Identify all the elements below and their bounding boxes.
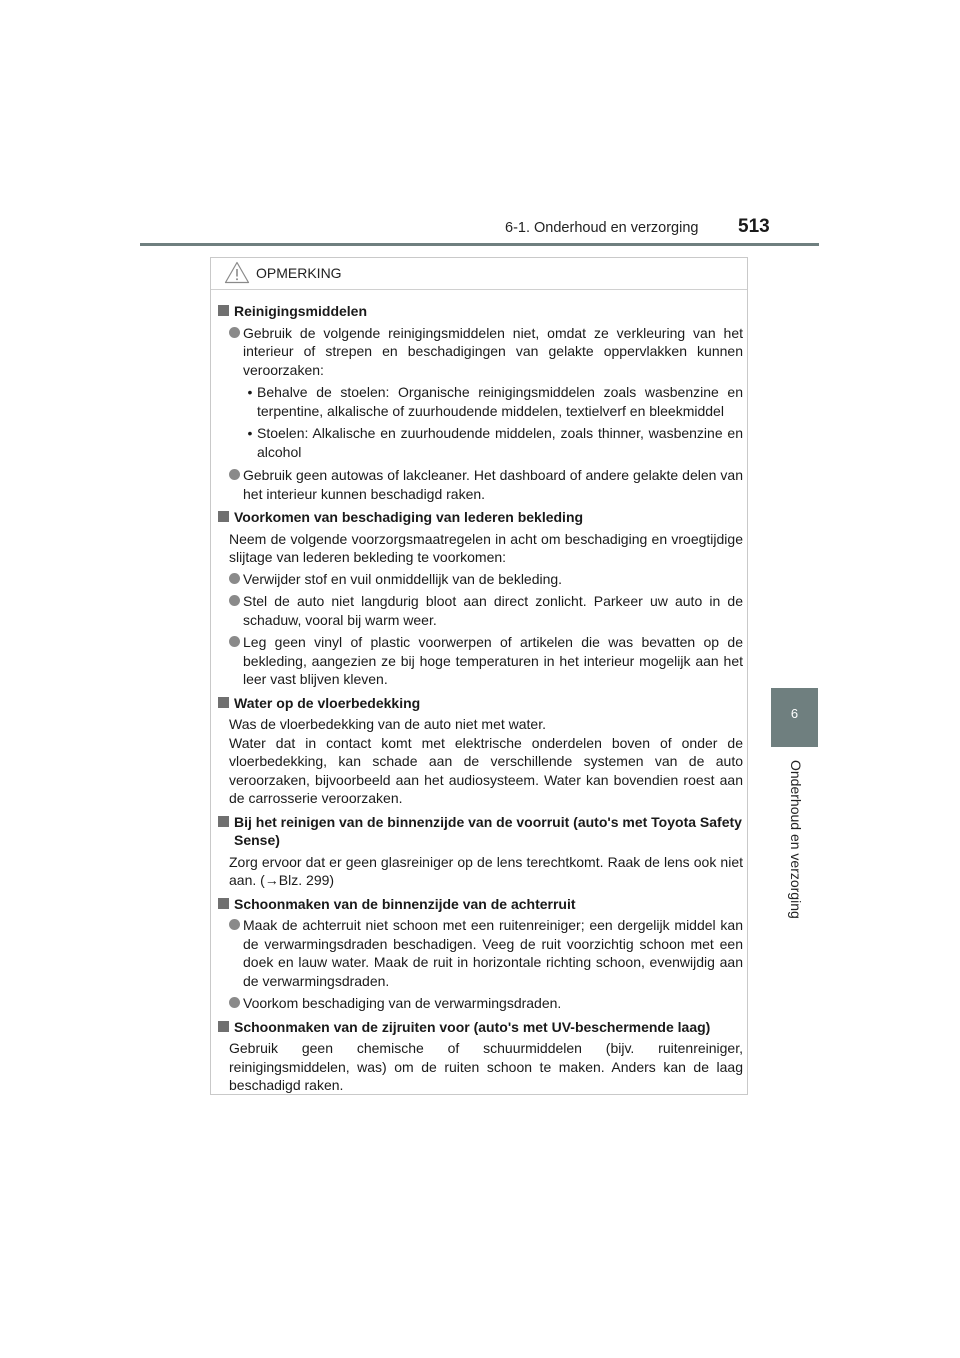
sub-bullet-icon: •	[247, 384, 253, 400]
notice-title: OPMERKING	[256, 265, 342, 281]
section-heading	[217, 895, 743, 914]
paragraph: Gebruik geen chemische of schuurmiddelen (bijv. ruitenreiniger, reinigingsmiddelen, was) om de ruiten schoon te maken. Anders kan de laag beschadigd raken.	[229, 1040, 743, 1093]
section-heading	[217, 1018, 743, 1037]
list-item	[229, 994, 743, 1013]
round-bullet-icon	[229, 573, 240, 584]
section-windshield-inside	[217, 813, 743, 890]
sub-list-item	[243, 383, 743, 420]
square-bullet-icon	[218, 898, 229, 909]
list-item-text: Verwijder stof en vuil onmiddellijk van de bekleding.	[243, 570, 563, 587]
section-leather-upholstery	[217, 508, 743, 689]
list-item-text: Leg geen vinyl of plastic voorwerpen of artikelen die was bevatten op de bekleding, aangezien ze bij hoge temperaturen in het interieur mogelijk aan het leer vast blijven kleven.	[243, 634, 743, 687]
section-rear-window	[217, 895, 743, 1013]
section-floor-carpet	[217, 694, 743, 808]
list-item	[229, 592, 743, 629]
section-front-side-windows	[217, 1018, 743, 1095]
list-item	[229, 570, 743, 589]
section-heading-text: Voorkomen van beschadiging van lederen bekleding	[234, 509, 584, 525]
section-heading	[217, 302, 743, 321]
round-bullet-icon	[229, 919, 240, 930]
list-item-text: Voorkom beschadiging van de verwarmingsdraden.	[243, 995, 562, 1011]
sub-list-item-text: Behalve de stoelen: Organische reinigingsmiddelen zoals wasbenzine en terpentine, alkalische of zuurhoudende middelen, textielverf en bleekmiddel	[257, 384, 743, 419]
list-item-text: Stel de auto niet langdurig bloot aan direct zonlicht. Parkeer uw auto in de schaduw, vooral bij warm weer.	[243, 593, 743, 628]
paragraph: Was de vloerbedekking van de auto niet met water.	[229, 716, 546, 732]
section-heading	[217, 813, 743, 850]
list-item-text: Gebruik de volgende reinigingsmiddelen niet, omdat ze verkleuring van het interieur of strepen en beschadigingen van gelakte oppervlakken kunnen veroorzaken:	[243, 324, 743, 378]
round-bullet-icon	[229, 595, 240, 606]
section-title: 6-1. Onderhoud en verzorging	[505, 220, 699, 236]
section-heading-text: Bij het reinigen van de binnenzijde van de voorruit (auto's met Toyota Safety Sense)	[234, 813, 742, 848]
notice-header	[211, 258, 747, 290]
paragraph: Zorg ervoor dat er geen glasreiniger op de lens terechtkomt. Raak de lens ook niet aan. (→Blz. 299)	[229, 853, 743, 888]
section-heading	[217, 694, 743, 713]
round-bullet-icon	[229, 469, 240, 480]
paragraph: Water dat in contact komt met elektrische onderdelen boven of onder de vloerbedekking, kan schade aan de verschillende systemen van de auto veroorzaken, bijvoorbeeld aan het audiosysteem. Water kan bovendien roest aan de carrosserie veroorzaken.	[229, 734, 743, 806]
list-item	[229, 633, 743, 689]
round-bullet-icon	[229, 636, 240, 647]
page-number: 513	[738, 216, 770, 237]
list-item-text: Maak de achterruit niet schoon met een ruitenreiniger; een dergelijk middel kan de verwarmingsdraden beschadigen. Veeg de ruit voorzichtig schoon met een doek en lauw water. Maak de ruit in horizontale richting schoon, evenwijdig aan de verwarmingsdraden.	[243, 917, 743, 989]
notice-box	[210, 257, 748, 1095]
list-item-text: Gebruik geen autowas of lakcleaner. Het dashboard of andere gelakte delen van het interieur kunnen beschadigd raken.	[243, 467, 743, 502]
chapter-tab-label: Onderhoud en verzorging	[788, 760, 804, 919]
sub-bullet-icon: •	[247, 425, 253, 441]
section-heading	[217, 508, 743, 527]
section-heading-text: Reinigingsmiddelen	[234, 303, 368, 319]
section-heading-text: Schoonmaken van de zijruiten voor (auto's met UV-beschermende laag)	[234, 1018, 711, 1035]
warning-triangle-icon	[224, 261, 250, 284]
notice-body	[211, 290, 747, 1095]
chapter-tab-number: 6	[771, 688, 818, 747]
list-item	[229, 324, 743, 380]
sub-list-item	[243, 424, 743, 461]
header-divider	[140, 243, 819, 246]
square-bullet-icon	[218, 305, 229, 316]
paragraph: Neem de volgende voorzorgsmaatregelen in acht om beschadiging en vroegtijdige slijtage van lederen bekleding te voorkomen:	[229, 530, 743, 565]
section-cleaning-agents	[217, 302, 743, 503]
square-bullet-icon	[218, 697, 229, 708]
section-heading-text: Water op de vloerbedekking	[234, 694, 421, 711]
list-item	[229, 466, 743, 503]
sub-list-item-text: Stoelen: Alkalische en zuurhoudende middelen, zoals thinner, wasbenzine en alcohol	[257, 425, 743, 460]
section-heading-text: Schoonmaken van de binnenzijde van de achterruit	[234, 895, 576, 912]
square-bullet-icon	[218, 511, 229, 522]
round-bullet-icon	[229, 997, 240, 1008]
sub-list	[231, 383, 743, 461]
list-item	[229, 916, 743, 990]
square-bullet-icon	[218, 816, 229, 827]
round-bullet-icon	[229, 327, 240, 338]
square-bullet-icon	[218, 1021, 229, 1032]
